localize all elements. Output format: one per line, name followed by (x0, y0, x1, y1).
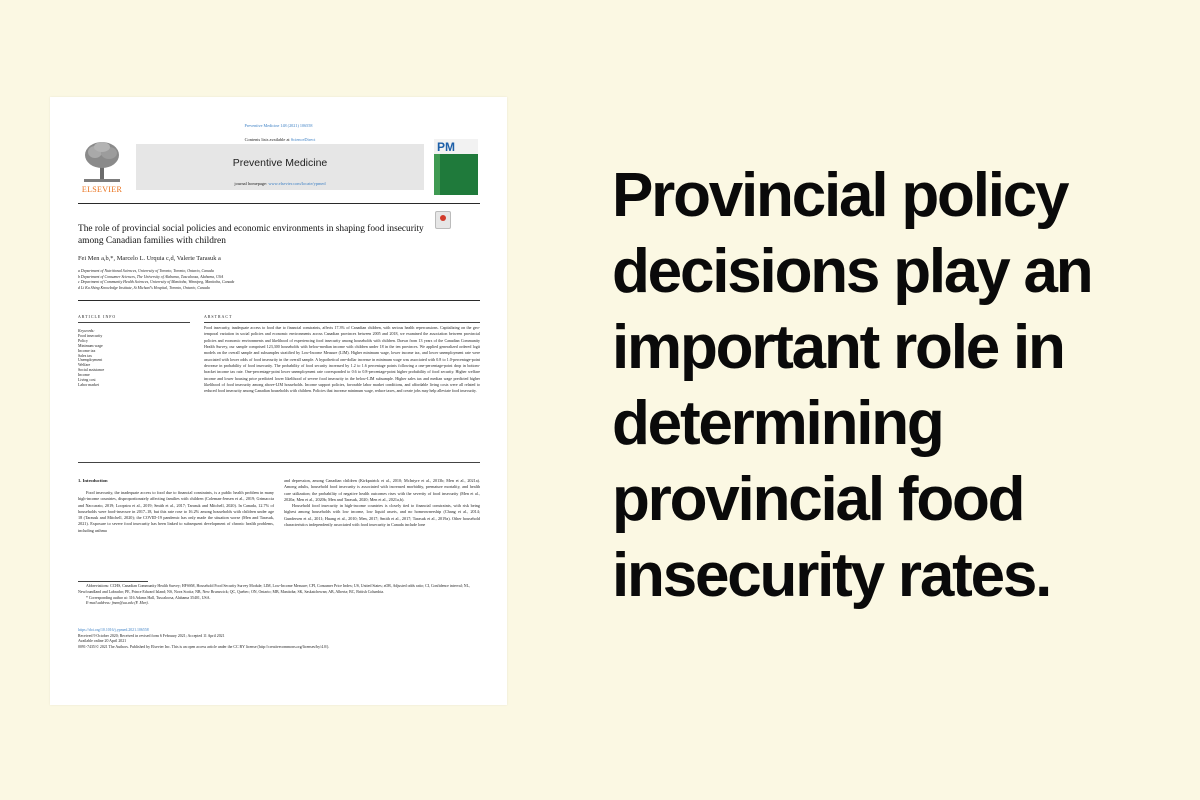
statement-line: determining (612, 389, 943, 458)
intro-paragraph: Food insecurity, the inadequate access to food due to financial constraints, is a public health problem in many high-income countries, disproportionately affecting families with children (Coleman-Jensen et al., 2019; Grimaccia and Naccarato, 2019; Loopstra et al., 2019; Smith et al., 2017; Tarasuk and Mitchell, 2020). In Canada, 12.7% of households were food-insecure in 2017–18, but this rate rose to 16.2% among households with children under age 18 (Tarasuk and Mitchell, 2020); the COVID-19 pandemic has only made the situation worse (Men and Tarasuk, 2021). Exposure to severe food insecurity has been linked to subsequent development of chronic health problems, including asthma (78, 490, 274, 533)
cover-stripe (434, 154, 440, 195)
keywords-label: Keywords: (78, 329, 95, 333)
statement-line: decisions play an (612, 237, 1092, 306)
keyword: Income (78, 373, 90, 378)
keyword: Welfare (78, 363, 91, 368)
article-info-heading: ARTICLE INFO (78, 315, 117, 319)
homepage-prefix: journal homepage: (234, 181, 268, 186)
keyword: Minimum wage (78, 343, 103, 348)
intro-paragraph: Household food insecurity in high-income countries is closely tied to financial constraints, with risk being highest among households with low income, low liquid assets, and no homeownership (Chang et al., 2014; Gundersen et al., 2011; Huang et al., 2010; Men, 2017; Smith et al., 2017; Tarasuk et al., 2019a). Other household characteristics independently associated with food insecurity in Canada include lone (284, 503, 480, 528)
cover-letters: PM (437, 140, 455, 154)
abstract-rule (204, 322, 480, 323)
received-dates: Received 9 October 2020; Received in revised form 6 February 2021; Accepted 11 April 2021 (78, 633, 225, 638)
journal-name: Preventive Medicine (232, 157, 328, 169)
affiliation-d: d Li Ka Shing Knowledge Institute, St Michael's Hospital, Toronto, Ontario, Canada (78, 285, 210, 290)
affiliation-c: c Department of Community Health Sciences, University of Manitoba, Winnipeg, Manitoba, Canada (78, 280, 235, 285)
affiliation-b: b Department of Consumer Sciences, The University of Alabama, Tuscaloosa, Alabama, USA (78, 274, 224, 279)
footnote-rule (78, 581, 148, 582)
introduction-left-column (78, 490, 274, 534)
update-dot-icon (440, 215, 446, 221)
keyword: Living cost (78, 378, 96, 383)
statement-line: insecurity rates. (612, 541, 1051, 610)
introduction-heading: 1. Introduction (78, 478, 108, 483)
article-title: The role of provincial social policies and economic environments in shaping food insecurity among Canadian families with children (78, 224, 424, 246)
contents-line (136, 137, 424, 142)
journal-citation[interactable]: Preventive Medicine 148 (2021) 106558 (244, 123, 313, 128)
journal-cover-thumbnail (434, 139, 478, 195)
header-rule (78, 203, 480, 204)
article-footer (78, 628, 478, 650)
abstract-heading: ABSTRACT (204, 315, 233, 319)
abbreviations-note: Abbreviations: CCHS, Canadian Community Health Survey; HFSSM, Household Food Security Survey Module; LIM, Low-Income Measure; CPI, Consumer Price Index; US, United States; aOR, Adjusted odds ratio; CI, Confidence interval; NL, Newfoundland and Labrador; PE, Prince Edward Island; NS, Nova Scotia; NB, New Brunswick; QC, Quebec; ON, Ontario; MB, Manitoba; SK, Saskatchewan; AB, Alberta; BC, British Columbia. (78, 584, 470, 594)
article-info-rule (78, 322, 190, 323)
keyword: Labor market (78, 382, 100, 387)
keyword: Income tax (78, 348, 96, 353)
statement-line: Provincial policy (612, 161, 1068, 230)
homepage-link[interactable]: www.elsevier.com/locate/ypmed (268, 181, 326, 186)
affiliations (78, 269, 458, 291)
keyword: Social assistance (78, 368, 105, 373)
elsevier-wordmark: ELSEVIER (81, 185, 123, 194)
footnotes (78, 584, 478, 607)
check-for-updates-badge[interactable] (435, 211, 451, 229)
paper-page (50, 97, 507, 705)
intro-paragraph: and depression, among Canadian children (Kirkpatrick et al., 2010; McIntyre et al., 2013b; Men et al., 2021a). Among adults, household food insecurity is associated with increased morbidity, premature mortality, and health care utilization; the probability of negative health outcomes rises with the severity of food insecurity (Men et al., 2020a; Men et al., 2020b; Men and Tarasuk, 2020; Men et al., 2021a,b). (284, 478, 480, 502)
sciencedirect-link[interactable]: ScienceDirect (290, 137, 316, 142)
affiliation-rule (78, 300, 480, 301)
abstract-end-rule (78, 462, 480, 463)
corresponding-author-note: * Corresponding author at: 316 Adams Hall, Tuscaloosa, Alabama 35401, USA. (86, 595, 211, 600)
affiliation-a: a Department of Nutritional Sciences, University of Toronto, Toronto, Ontario, Canada (78, 269, 214, 273)
introduction-right-column (284, 478, 480, 528)
keyword: Unemployment (78, 358, 103, 363)
author-list: Fei Men a,b,*, Marcelo L. Urquia c,d, Valerie Tarasuk a (78, 255, 221, 262)
headline-statement (612, 158, 1172, 614)
keyword: Policy (78, 338, 88, 343)
keywords-block (78, 329, 178, 388)
keyword: Sales tax (78, 353, 92, 358)
doi-link[interactable]: https://doi.org/10.1016/j.ypmed.2021.106558 (78, 628, 149, 632)
email-note[interactable]: E-mail address: fmen@ua.edu (F. Men). (86, 601, 149, 606)
statement-line: provincial food (612, 465, 1024, 534)
statement-line: important role in (612, 313, 1064, 382)
available-online: Available online 20 April 2021 (78, 639, 127, 644)
abstract-text: Food insecurity, inadequate access to food due to financial constraints, affects 17.3% of Canadian children, with serious health repercussions. Capitalizing on the geo-temporal variation in social policies and economic environments across Canadian provinces between 2005 and 2018, we examined the association between provincial policies and economic environments and likelihood of experiencing food insecurity among households with children. Drawn from 13 years of the Canadian Community Health Survey, our sample comprised 123,300 households with below-median income with children under 18 in the ten provinces. We applied generalized ordered logit models on the overall sample and subsamples stratified by Low-Income Measure (LIM). Higher minimum wage, lower income tax, and lower unemployment rate were associated with lower odds of food insecurity in the overall sample. A hypothetical one-dollar increase in minimum wage was associated with 0.8 to 1.0-percentage-point decrease in probability of food insecurity. The probability of food security increased by 1.2 to 1.6 percentage points following a one-percentage-point drop in bottom-bracket income tax rate. One-percentage-point lower unemployment rate corresponded to 0.6 to 0.8-percentage-point higher probability of food security. Higher welfare income and lower housing price predicted lower likelihood of severe food insecurity in the below-LIM subsample. Higher sales tax and median wage predicted higher likelihood of food insecurity among above-LIM households. Income support policies, favorable labor market conditions, and affordable living costs were all related to reduced food insecurity among Canadian households with children. Policies that increase minimum wage, reduce taxes, and create jobs may help alleviate food insecurity. (204, 325, 480, 394)
keyword: Food insecurity (78, 333, 103, 338)
journal-homepage-line (136, 181, 424, 186)
license-statement: 0091-7435/© 2021 The Authors. Published by Elsevier Inc. This is an open access article under the CC BY license (http://creativecommons.org/licenses/by/4.0/). (78, 644, 330, 649)
contents-prefix: Contents lists available at (244, 137, 290, 142)
